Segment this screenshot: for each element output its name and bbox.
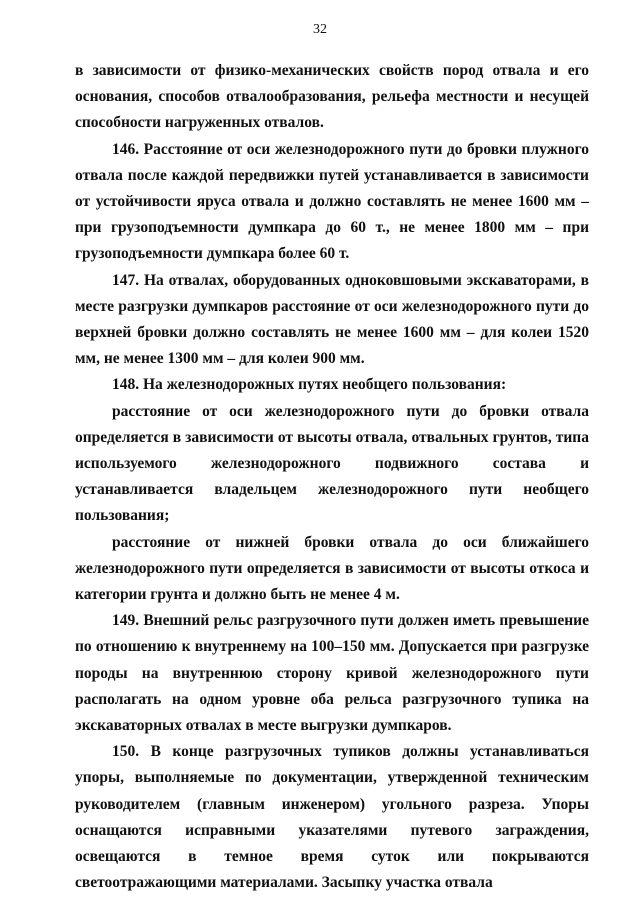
paragraph-146: 146. Расстояние от оси железнодорожного пути до бровки плужного отвала после каждой передвижки путей устанавливается в зависимости от устойчивости яруса отвала и должно составлять не менее 1600 мм – при грузоподъемности думпкара до 60 т., не менее 1800 мм – при грузоподъемности думпкара более 60 т. — [75, 140, 589, 263]
paragraph-150: 150. В конце разгрузочных тупиков должны устанавливаться упоры, выполняемые по документации, утвержденной техническим руководителем (главным инженером) угольного разреза. Упоры оснащаются исправными указателями путевого заграждения, освещаются в темное время суток или покрываются светоотражающими материалами. Засыпку участка отвала — [75, 743, 589, 892]
paragraph-148-item-1: расстояние от оси железнодорожного пути до бровки отвала определяется в зависимости от высоты отвала, отвальных грунтов, типа используемого железнодорожного подвижного состава и устанавливается владельцем железнодорожного пути необщего пользования; — [75, 402, 589, 525]
paragraph-149: 149. Внешний рельс разгрузочного пути должен иметь превышение по отношению к внутреннему на 100–150 мм. Допускается при разгрузке породы на внутреннюю сторону кривой железнодорожного пути располагать на одном уровне оба рельса разгрузочного тупика на экскаваторных отвалах в месте выгрузки думпкаров. — [75, 612, 589, 735]
page-number: 32 — [313, 22, 327, 37]
paragraph-148-item-2: расстояние от нижней бровки отвала до оси ближайшего железнодорожного пути определяется в зависимости от высоты откоса и категории грунта и должно быть не менее 4 м. — [75, 533, 589, 604]
paragraph-continuation: в зависимости от физико-механических свойств пород отвала и его основания, способов отвалообразования, рельефа местности и несущей способности нагруженных отвалов. — [75, 62, 589, 132]
paragraph-147: 147. На отвалах, оборудованных одноковшовыми экскаваторами, в месте разгрузки думпкаров расстояние от оси железнодорожного пути до верхней бровки должно составлять не менее 1600 мм – для колеи 1520 мм, не менее 1300 мм – для колеи 900 мм. — [75, 271, 589, 368]
document-body — [75, 58, 589, 897]
paragraph-148: 148. На железнодорожных путях необщего пользования: — [112, 376, 507, 394]
